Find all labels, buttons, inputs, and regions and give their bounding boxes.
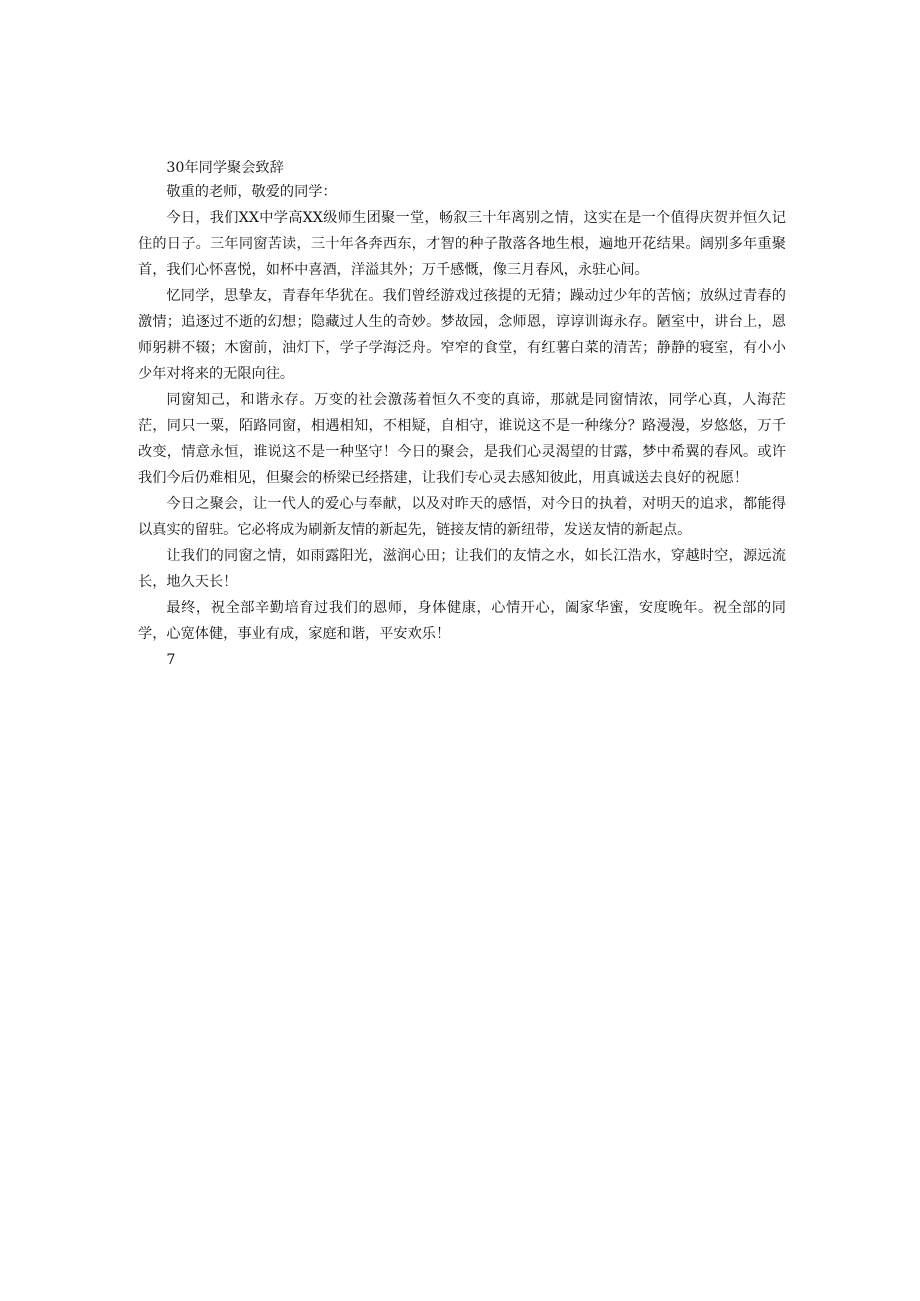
paragraph-2: 忆同学，思挚友，青春年华犹在。我们曾经游戏过孩提的无猜；躁动过少年的苦恼；放纵过青春的激情；追逐过不逝的幻想；隐藏过人生的奇妙。梦故园，念师恩，谆谆训诲永存。陋室中，讲台上，恩师躬耕不辍；木窗前，油灯下，学子学海泛舟。窄窄的食堂，有红薯白菜的清苦；静静的寝室，有小小少年对将来的无限向往。 (138, 288, 786, 382)
paragraph-3: 同窗知己，和谐永存。万变的社会激荡着恒久不变的真谛，那就是同窗情浓，同学心真，人海茫茫，同只一粟，陌路同窗，相遇相知，不相疑，自相守，谁说这不是一种缘分？路漫漫，岁悠悠，万千改变，情意永恒，谁说这不是一种坚守！今日的聚会，是我们心灵渴望的甘露，梦中希翼的春风。或许我们今后仍难相见，但聚会的桥梁已经搭建，让我们专心灵去感知彼此，用真诚送去良好的祝愿！ (138, 392, 786, 486)
paragraph-6: 最终，祝全部辛勤培育过我们的恩师，身体健康，心情开心，阖家华蜜，安度晚年。祝全部的同学，心宽体健，事业有成，家庭和谐，平安欢乐！ (138, 600, 786, 642)
paragraph-5: 让我们的同窗之情，如雨露阳光，滋润心田；让我们的友情之水，如长江浩水，穿越时空，源远流长，地久天长！ (138, 548, 786, 590)
document-page (138, 157, 786, 673)
paragraph-1: 今日，我们XX中学高XX级师生团聚一堂，畅叙三十年离别之情，这实在是一个值得庆贺并恒久记住的日子。三年同窗苦读，三十年各奔西东，才智的种子散落各地生根，遍地开花结果。阔别多年重聚首，我们心怀喜悦，如杯中喜酒，洋溢其外；万千感慨，像三月春风，永驻心间。 (138, 210, 786, 278)
greeting-line: 敬重的老师，敬爱的同学： (166, 184, 337, 200)
page-number: 7 (166, 652, 176, 668)
document-title: 30年同学聚会致辞 (166, 160, 284, 176)
paragraph-4: 今日之聚会，让一代人的爱心与奉献，以及对昨天的感悟，对今日的执着，对明天的追求，都能得以真实的留驻。它必将成为刷新友情的新起先，链接友情的新纽带，发送友情的新起点。 (138, 496, 786, 538)
